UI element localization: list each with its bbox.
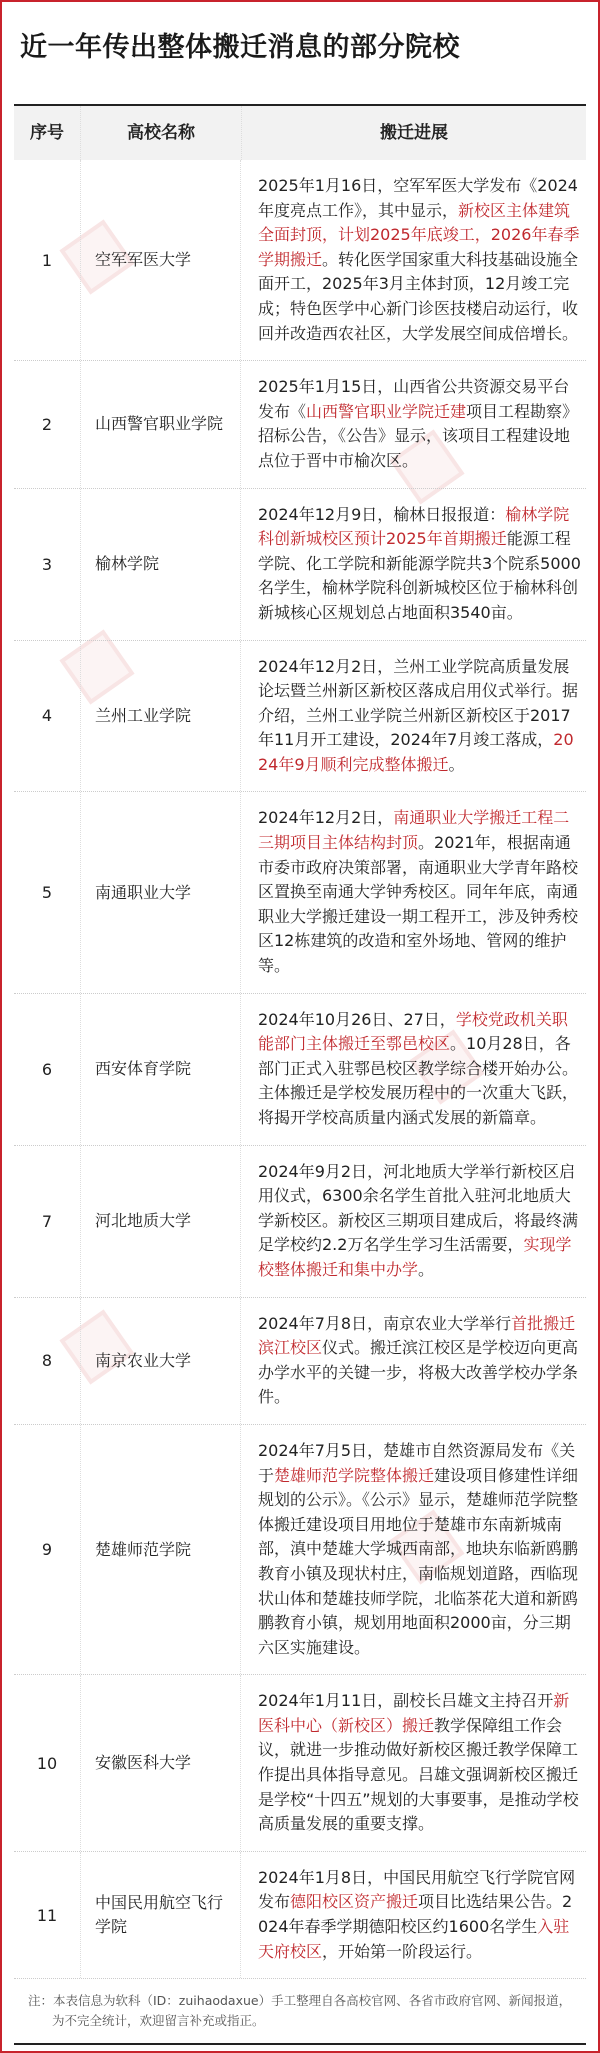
progress-text: 仪式。搬迁滨江校区是学校迈向更高办学水平的关键一步，将极大改善学校办学条件。 [258,1338,579,1407]
header-progress: 搬迁进展 [380,123,448,143]
row-index: 9 [14,1425,81,1674]
progress-text: 能源工程学院、化工学院和新能源学院共3个院系5000名学生，榆林学院科创新城校区位于榆林科创新城核心区规划总占地面积3540亩。 [258,529,581,622]
progress-text: 2024年1月11日，副校长吕雄文主持召开 [258,1691,554,1711]
row-index: 3 [14,489,81,640]
relocation-progress [241,1425,586,1674]
progress-text: 2024年12月2日， [258,808,394,828]
row-index: 2 [14,361,81,487]
progress-text: 。2021年，根据南通市委市政府决策部署，南通职业大学青年路校区置换至南通大学钟秀校区。同年年底，南通职业大学搬迁建设一期工程开工，涉及钟秀校区12栋建筑的改造和室外场地、管网的维护等。 [258,833,579,976]
highlighted-text: 新校区主体建筑全面封顶，计划2025年底竣工，2026年春季学期搬迁 [258,200,580,269]
relocation-progress [241,994,586,1145]
progress-text: 2024年1月8日，中国民用航空飞行学院官网发布 [258,1867,576,1912]
progress-text: 。转化医学国家重大科技基础设施全面开工，2025年3月主体封顶，12月竣工完成；特色医学中心新门诊医技楼启动运行，收回并改造西农社区，大学发展空间成倍增长。 [258,249,579,343]
relocation-progress [241,489,586,640]
highlighted-text: 学校党政机关职能部门主体搬迁至鄠邑校区 [258,1009,568,1054]
progress-text: 2024年12月2日，兰州工业学院高质量发展论坛暨兰州新区新校区落成启用仪式举行。据介绍，兰州工业学院兰州新区新校区于2017年11月开工建设，2024年7月竣工落成， [258,656,579,750]
progress-text: 2025年1月15日，山西省公共资源交易平台发布《 [258,377,570,421]
highlighted-text: 2024年9月顺利完成整体搬迁 [258,730,574,774]
table-row [14,1146,586,1298]
progress-text: 2024年7月5日，楚雄市自然资源局发布《关于 [258,1440,576,1485]
highlighted-text: 首批搬迁滨江校区 [258,1313,576,1358]
row-index: 1 [14,160,81,360]
school-name: 榆林学院 [81,489,241,640]
table-row [14,361,586,488]
row-index: 5 [14,792,81,992]
highlighted-text: 实现学校整体搬迁和集中办学 [258,1235,572,1279]
highlighted-text: 德阳校区资产搬迁 [290,1892,419,1912]
relocation-table [14,104,586,1979]
highlighted-text: 入驻天府校区 [258,1917,570,1961]
school-name: 南京农业大学 [81,1298,241,1424]
progress-text: 。 [418,1259,435,1279]
footnote: 注：本表信息为软科（ID：zuihaodaxue）手工整理自各高校官网、各省市政府官网、新闻报道，为不完全统计，欢迎留言补充或指正。 [28,1993,572,2029]
relocation-progress [241,1298,586,1424]
school-name: 兰州工业学院 [81,641,241,792]
row-index: 10 [14,1675,81,1851]
table-body [14,160,586,1979]
row-index: 6 [14,994,81,1145]
school-name: 空军军医大学 [81,160,241,360]
relocation-progress [241,160,586,360]
row-index: 8 [14,1298,81,1424]
table-row [14,994,586,1146]
progress-text: 。 [448,754,465,774]
progress-text: 2024年12月9日，榆林日报报道： [258,504,506,524]
table-header [14,106,586,160]
highlighted-text: 榆林学院科创新城校区预计2025年首期搬迁 [258,504,570,549]
relocation-progress [241,1675,586,1851]
table-row [14,489,586,641]
row-index: 4 [14,641,81,792]
progress-text: 2024年10月26日、27日， [258,1009,456,1029]
page-title: 近一年传出整体搬迁消息的部分院校 [20,32,460,63]
progress-text: 2024年7月8日，南京农业大学举行 [258,1313,512,1333]
highlighted-text: 新医科中心（新校区）搬迁 [258,1691,570,1735]
progress-text: 项目比选结果公告。2024年春季学期德阳校区约1600名学生 [258,1892,573,1937]
table-row [14,160,586,361]
progress-text: 2025年1月16日，空军军医大学发布《2024年度亮点工作》，其中显示， [258,176,578,220]
school-name: 西安体育学院 [81,994,241,1145]
progress-text: 。10月28日，各部门正式入驻鄠邑校区教学综合楼开始办公。主体搬迁是学校发展历程中的一次重大飞跃，将揭开学校高质量内涵式发展的新篇章。 [258,1034,579,1127]
relocation-progress [241,641,586,792]
relocation-progress [241,1146,586,1297]
highlighted-text: 楚雄师范学院整体搬迁 [274,1465,435,1485]
progress-text: 2024年9月2日，河北地质大学举行新校区启用仪式，6300余名学生首批入驻河北地质大学新校区。新校区三期项目建成后，将最终满足学校约2.2万名学生学习生活需要， [258,1161,579,1255]
highlighted-text: 南通职业大学搬迁工程二三期项目主体结构封顶 [258,808,570,853]
progress-text: 教学保障组工作会议，就进一步推动做好新校区搬迁教学保障工作提出具体指导意见。吕雄文强调新校区搬迁是学校“十四五”规划的大事要事，是推动学校高质量发展的重要支撑。 [258,1715,579,1834]
bottom-divider [14,2043,586,2045]
school-name: 安徽医科大学 [81,1675,241,1851]
school-name: 南通职业大学 [81,792,241,992]
table-row [14,1298,586,1425]
school-name: 河北地质大学 [81,1146,241,1297]
header-name: 高校名称 [81,106,242,160]
school-name: 山西警官职业学院 [81,361,241,487]
header-index: 序号 [14,106,81,160]
progress-text: ，开始第一阶段运行。 [322,1941,483,1961]
highlighted-text: 山西警官职业学院迁建 [306,401,467,421]
progress-text: 建设项目修建性详细规划的公示》。《公示》显示，楚雄师范学院整体搬迁建设项目用地位于楚雄市东南新城南部，滇中楚雄大学城西南部，地块东临新鸥鹏教育小镇及现状村庄，南临规划道路，西临现状山体和楚雄技师学院，北临茶花大道和新鸥鹏教育小镇，规划用地面积2000亩，分三期六区实施建设。 [258,1465,579,1657]
row-index: 11 [14,1852,81,1978]
table-row [14,641,586,793]
table-row [14,1852,586,1979]
school-name: 中国民用航空飞行学院 [81,1852,241,1978]
table-row [14,792,586,993]
progress-text: 项目工程勘察》招标公告，《公告》显示，该项目工程建设地点位于晋中市榆次区。 [258,401,579,470]
relocation-progress [241,361,586,487]
row-index: 7 [14,1146,81,1297]
relocation-progress [241,1852,586,1978]
table-row [14,1675,586,1852]
relocation-progress [241,792,586,992]
table-row [14,1425,586,1675]
school-name: 楚雄师范学院 [81,1425,241,1674]
